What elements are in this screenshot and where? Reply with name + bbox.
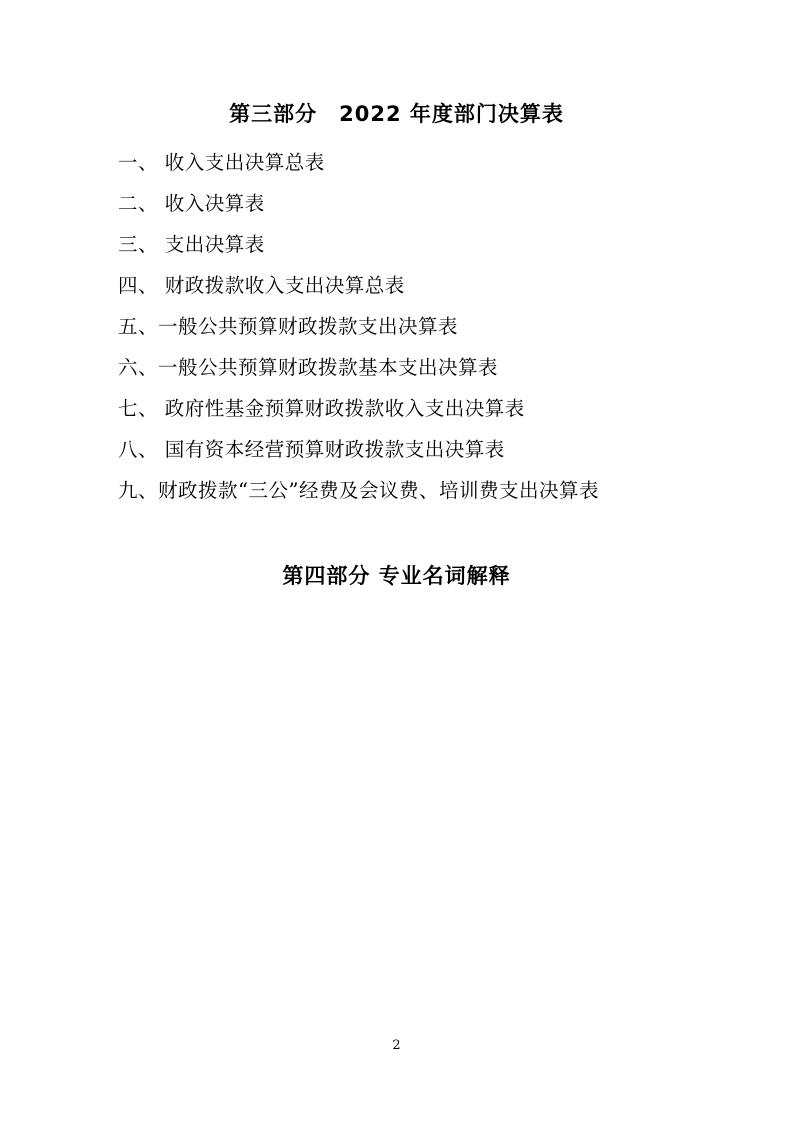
section-three-heading bbox=[0, 98, 793, 128]
list-item: 五、一般公共预算财政拨款支出决算表 bbox=[118, 315, 459, 338]
list-item: 四、 财政拨款收入支出决算总表 bbox=[118, 274, 405, 297]
table-of-contents bbox=[118, 142, 718, 511]
list-item: 三、 支出决算表 bbox=[118, 233, 265, 256]
list-item: 二、 收入决算表 bbox=[118, 192, 265, 215]
section-four-heading: 第四部分 专业名词解释 bbox=[282, 564, 511, 588]
list-item: 九、财政拨款“三公”经费及会议费、培训费支出决算表 bbox=[118, 479, 599, 502]
list-item: 六、一般公共预算财政拨款基本支出决算表 bbox=[118, 356, 499, 379]
section-three-title: 2022 年度部门决算表 bbox=[339, 102, 564, 126]
section-three-part-label: 第三部分 bbox=[229, 102, 318, 126]
list-item: 一、 收入支出决算总表 bbox=[118, 151, 325, 174]
page-number: 2 bbox=[392, 1038, 401, 1053]
list-item: 八、 国有资本经营预算财政拨款支出决算表 bbox=[118, 438, 505, 461]
list-item: 七、 政府性基金预算财政拨款收入支出决算表 bbox=[118, 397, 525, 420]
